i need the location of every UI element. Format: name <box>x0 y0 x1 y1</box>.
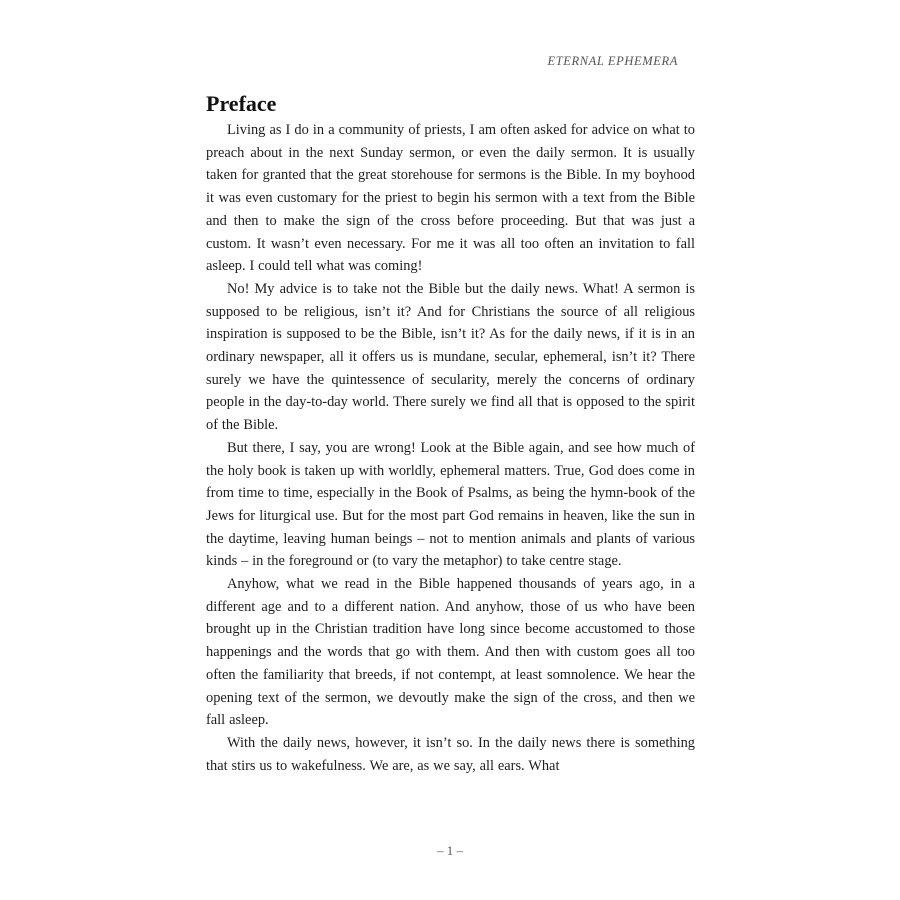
paragraph-3: But there, I say, you are wrong! Look at the Bible again, and see how much of the holy book is taken up with worldly, ephemeral matters. True, God does come in from time to time, especially in the Book of Psalms, as being the hymn-book of the Jews for liturgical use. But for the most part God remains in heaven, like the sun in the daytime, leaving human beings – not to mention animals and plants of various kinds – in the foreground or (to vary the metaphor) to take centre stage. <box>206 439 695 570</box>
running-header-title: ETERNAL EPHEMERA <box>547 54 678 68</box>
paragraph-4: Anyhow, what we read in the Bible happened thousands of years ago, in a different age and to a different nation. And anyhow, those of us who have been brought up in the Christian tradition have long since become accustomed to those happenings and the words that go with them. And then with custom goes all too often the familiarity that breeds, if not contempt, at least somnolence. We hear the opening text of the sermon, we devoutly make the sign of the cross, and then we fall asleep. <box>206 576 695 729</box>
page-body <box>206 90 695 777</box>
chapter-title: Preface <box>206 91 277 116</box>
page-number: – 1 – <box>437 843 463 858</box>
paragraph-1: Living as I do in a community of priests, I am often asked for advice on what to preach about in the next Sunday sermon, or even the daily sermon. It is usually taken for granted that the great storehouse for sermons is the Bible. In my boyhood it was even customary for the priest to begin his sermon with a text from the Bible and then to make the sign of the cross before proceeding. But that was just a custom. It wasn’t even necessary. For me it was all too often an invitation to fall asleep. I could tell what was coming! <box>206 122 695 275</box>
paragraph-2: No! My advice is to take not the Bible but the daily news. What! A sermon is supposed to be religious, isn’t it? And for Christians the source of all religious inspiration is supposed to be the Bible, isn’t it? As for the daily news, if it is in an ordinary newspaper, all it offers us is mundane, secular, ephemeral, isn’t it? There surely we have the quintessence of secularity, merely the concerns of ordinary people in the day-to-day world. There surely we find all that is opposed to the spirit of the Bible. <box>206 280 695 434</box>
paragraph-5: With the daily news, however, it isn’t so. In the daily news there is something that stirs us to wakefulness. We are, as we say, all ears. What <box>206 734 695 774</box>
